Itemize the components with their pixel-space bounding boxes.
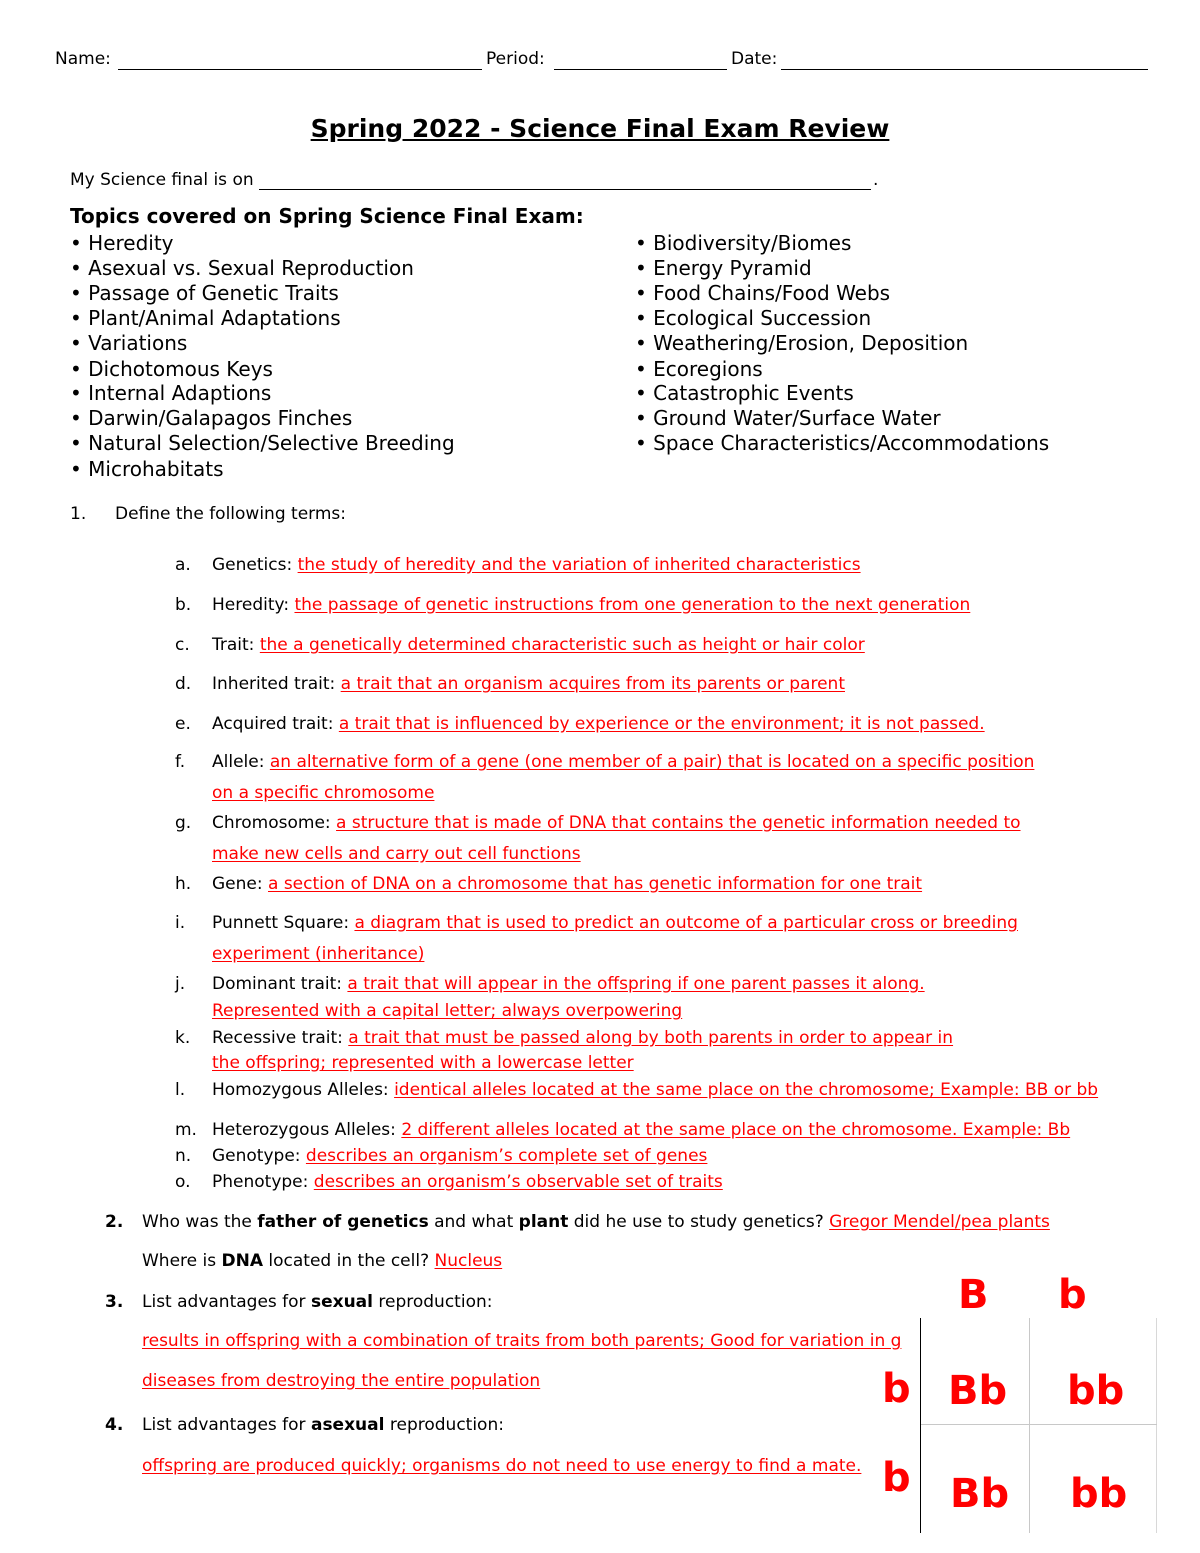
term-definition xyxy=(212,974,925,994)
term-answer: a trait that is influenced by experience or the environment; it is not passed. xyxy=(338,714,985,734)
term-letter: j. xyxy=(175,974,186,994)
q3-answer-line-1: results in offspring with a combination of traits from both parents; Good for variation in g xyxy=(142,1331,902,1351)
topic-item: • Darwin/Galapagos Finches xyxy=(70,406,353,430)
term-definition xyxy=(212,1028,953,1048)
term-name: Genotype: xyxy=(212,1146,301,1166)
term-answer: describes an organism’s observable set of traits xyxy=(313,1172,723,1192)
term-definition xyxy=(212,674,845,694)
term-name: Homozygous Alleles: xyxy=(212,1080,389,1100)
term-definition xyxy=(212,1172,723,1192)
punnett-middle-divider xyxy=(1029,1318,1030,1533)
final-date-label: My Science final is on xyxy=(70,170,254,190)
q1-text: Define the following terms: xyxy=(115,504,346,524)
term-definition xyxy=(212,1146,707,1166)
punnett-side-allele-2: b xyxy=(882,1455,911,1501)
term-name: Inherited trait: xyxy=(212,674,336,694)
term-answer: a trait that an organism acquires from its parents or parent xyxy=(340,674,845,694)
q2b-answer: Nucleus xyxy=(434,1251,503,1271)
term-name: Recessive trait: xyxy=(212,1028,343,1048)
term-answer: 2 different alleles located at the same place on the chromosome. Example: Bb xyxy=(401,1120,1071,1140)
term-definition xyxy=(212,913,1018,933)
topic-item: • Ecological Succession xyxy=(635,306,872,330)
punnett-side-allele-1: b xyxy=(882,1366,911,1412)
term-definition xyxy=(212,813,1021,833)
q2-number: 2. xyxy=(105,1212,124,1232)
topic-item: • Biodiversity/Biomes xyxy=(635,231,852,255)
period-line[interactable] xyxy=(554,69,727,70)
term-letter: m. xyxy=(175,1120,197,1140)
term-name: Genetics: xyxy=(212,555,293,575)
topic-item: • Dichotomous Keys xyxy=(70,357,273,381)
topic-item: • Food Chains/Food Webs xyxy=(635,281,891,305)
term-letter: n. xyxy=(175,1146,192,1166)
topic-item: • Ground Water/Surface Water xyxy=(635,406,941,430)
punnett-cell-2-2: bb xyxy=(1070,1471,1128,1517)
q3-text: List advantages for sexual reproduction: xyxy=(142,1292,493,1312)
q2-text: Who was the father of genetics and what plant did he use to study genetics? Gregor Mendel/pea plants xyxy=(142,1212,1050,1232)
punnett-cell-1-2: bb xyxy=(1067,1368,1125,1414)
term-answer: a trait that must be passed along by both parents in order to appear in xyxy=(348,1028,954,1048)
name-line[interactable] xyxy=(118,69,482,70)
term-answer-continued: the offspring; represented with a lowercase letter xyxy=(212,1053,634,1073)
topic-item: • Catastrophic Events xyxy=(635,381,854,405)
q2-answer: Gregor Mendel/pea plants xyxy=(829,1212,1050,1232)
term-name: Heterozygous Alleles: xyxy=(212,1120,396,1140)
term-letter: e. xyxy=(175,714,191,734)
topic-item: • Heredity xyxy=(70,231,174,255)
q3-answer-line-2: diseases from destroying the entire population xyxy=(142,1371,541,1391)
topic-item: • Microhabitats xyxy=(70,457,224,481)
term-name: Trait: xyxy=(212,635,255,655)
date-line[interactable] xyxy=(781,69,1148,70)
term-answer: describes an organism’s complete set of genes xyxy=(305,1146,708,1166)
q1-number: 1. xyxy=(70,504,87,524)
punnett-top-allele-1: B xyxy=(958,1272,989,1318)
term-letter: f. xyxy=(175,752,186,772)
punnett-cell-2-1: Bb xyxy=(950,1471,1010,1517)
term-definition xyxy=(212,714,985,734)
term-name: Allele: xyxy=(212,752,265,772)
name-label: Name: xyxy=(55,49,111,69)
term-name: Punnett Square: xyxy=(212,913,350,933)
term-name: Acquired trait: xyxy=(212,714,334,734)
final-date-line[interactable] xyxy=(259,189,871,190)
term-name: Dominant trait: xyxy=(212,974,342,994)
term-answer: a structure that is made of DNA that contains the genetic information needed to xyxy=(336,813,1021,833)
period-label: Period: xyxy=(486,49,545,69)
topics-heading: Topics covered on Spring Science Final Exam: xyxy=(70,204,584,228)
topic-item: • Asexual vs. Sexual Reproduction xyxy=(70,256,414,280)
term-definition xyxy=(212,595,970,615)
final-date-period: . xyxy=(873,170,879,190)
term-definition xyxy=(212,555,861,575)
q2b-text: Where is DNA located in the cell? Nucleus xyxy=(142,1251,503,1271)
term-letter: d. xyxy=(175,674,192,694)
q4-answer: offspring are produced quickly; organisms do not need to use energy to find a mate. xyxy=(142,1456,862,1476)
term-letter: o. xyxy=(175,1172,191,1192)
term-name: Phenotype: xyxy=(212,1172,309,1192)
punnett-cell-1-1: Bb xyxy=(948,1368,1008,1414)
term-answer-continued: make new cells and carry out cell functions xyxy=(212,844,581,864)
term-definition xyxy=(212,1120,1070,1140)
term-name: Chromosome: xyxy=(212,813,331,833)
topic-item: • Energy Pyramid xyxy=(635,256,812,280)
term-answer: the a genetically determined characteristic such as height or hair color xyxy=(259,635,865,655)
term-letter: c. xyxy=(175,635,190,655)
term-name: Gene: xyxy=(212,874,263,894)
topic-item: • Plant/Animal Adaptations xyxy=(70,306,341,330)
topic-item: • Ecoregions xyxy=(635,357,763,381)
punnett-top-allele-2: b xyxy=(1058,1272,1087,1318)
term-answer: an alternative form of a gene (one member of a pair) that is located on a specific position xyxy=(269,752,1035,772)
topic-item: • Internal Adaptions xyxy=(70,381,272,405)
term-answer: the passage of genetic instructions from one generation to the next generation xyxy=(294,595,971,615)
term-letter: i. xyxy=(175,913,186,933)
punnett-row-divider xyxy=(921,1424,1157,1425)
q4-text: List advantages for asexual reproduction: xyxy=(142,1415,504,1435)
punnett-right-border xyxy=(1156,1318,1157,1533)
q3-number: 3. xyxy=(105,1292,124,1312)
term-answer: the study of heredity and the variation of inherited characteristics xyxy=(297,555,861,575)
topic-item: • Space Characteristics/Accommodations xyxy=(635,431,1050,455)
term-name: Heredity: xyxy=(212,595,290,615)
term-letter: g. xyxy=(175,813,192,833)
topic-item: • Weathering/Erosion, Deposition xyxy=(635,331,969,355)
term-letter: a. xyxy=(175,555,191,575)
term-definition xyxy=(212,874,922,894)
term-answer-continued: experiment (inheritance) xyxy=(212,944,425,964)
term-definition xyxy=(212,752,1034,772)
term-answer-continued: on a specific chromosome xyxy=(212,783,435,803)
term-answer: a diagram that is used to predict an outcome of a particular cross or breeding xyxy=(354,913,1018,933)
term-definition xyxy=(212,635,865,655)
date-label: Date: xyxy=(731,49,778,69)
term-letter: k. xyxy=(175,1028,191,1048)
page-title: Spring 2022 - Science Final Exam Review xyxy=(310,114,890,143)
term-letter: l. xyxy=(175,1080,186,1100)
term-definition xyxy=(212,1080,1098,1100)
term-answer: a section of DNA on a chromosome that has genetic information for one trait xyxy=(268,874,923,894)
topic-item: • Passage of Genetic Traits xyxy=(70,281,339,305)
term-letter: b. xyxy=(175,595,192,615)
punnett-left-border xyxy=(920,1318,921,1533)
topic-item: • Natural Selection/Selective Breeding xyxy=(70,431,455,455)
topic-item: • Variations xyxy=(70,331,188,355)
term-letter: h. xyxy=(175,874,192,894)
term-answer: a trait that will appear in the offspring if one parent passes it along. xyxy=(347,974,925,994)
term-answer: identical alleles located at the same place on the chromosome; Example: BB or bb xyxy=(394,1080,1099,1100)
term-answer-continued: Represented with a capital letter; always overpowering xyxy=(212,1001,683,1021)
q4-number: 4. xyxy=(105,1415,124,1435)
